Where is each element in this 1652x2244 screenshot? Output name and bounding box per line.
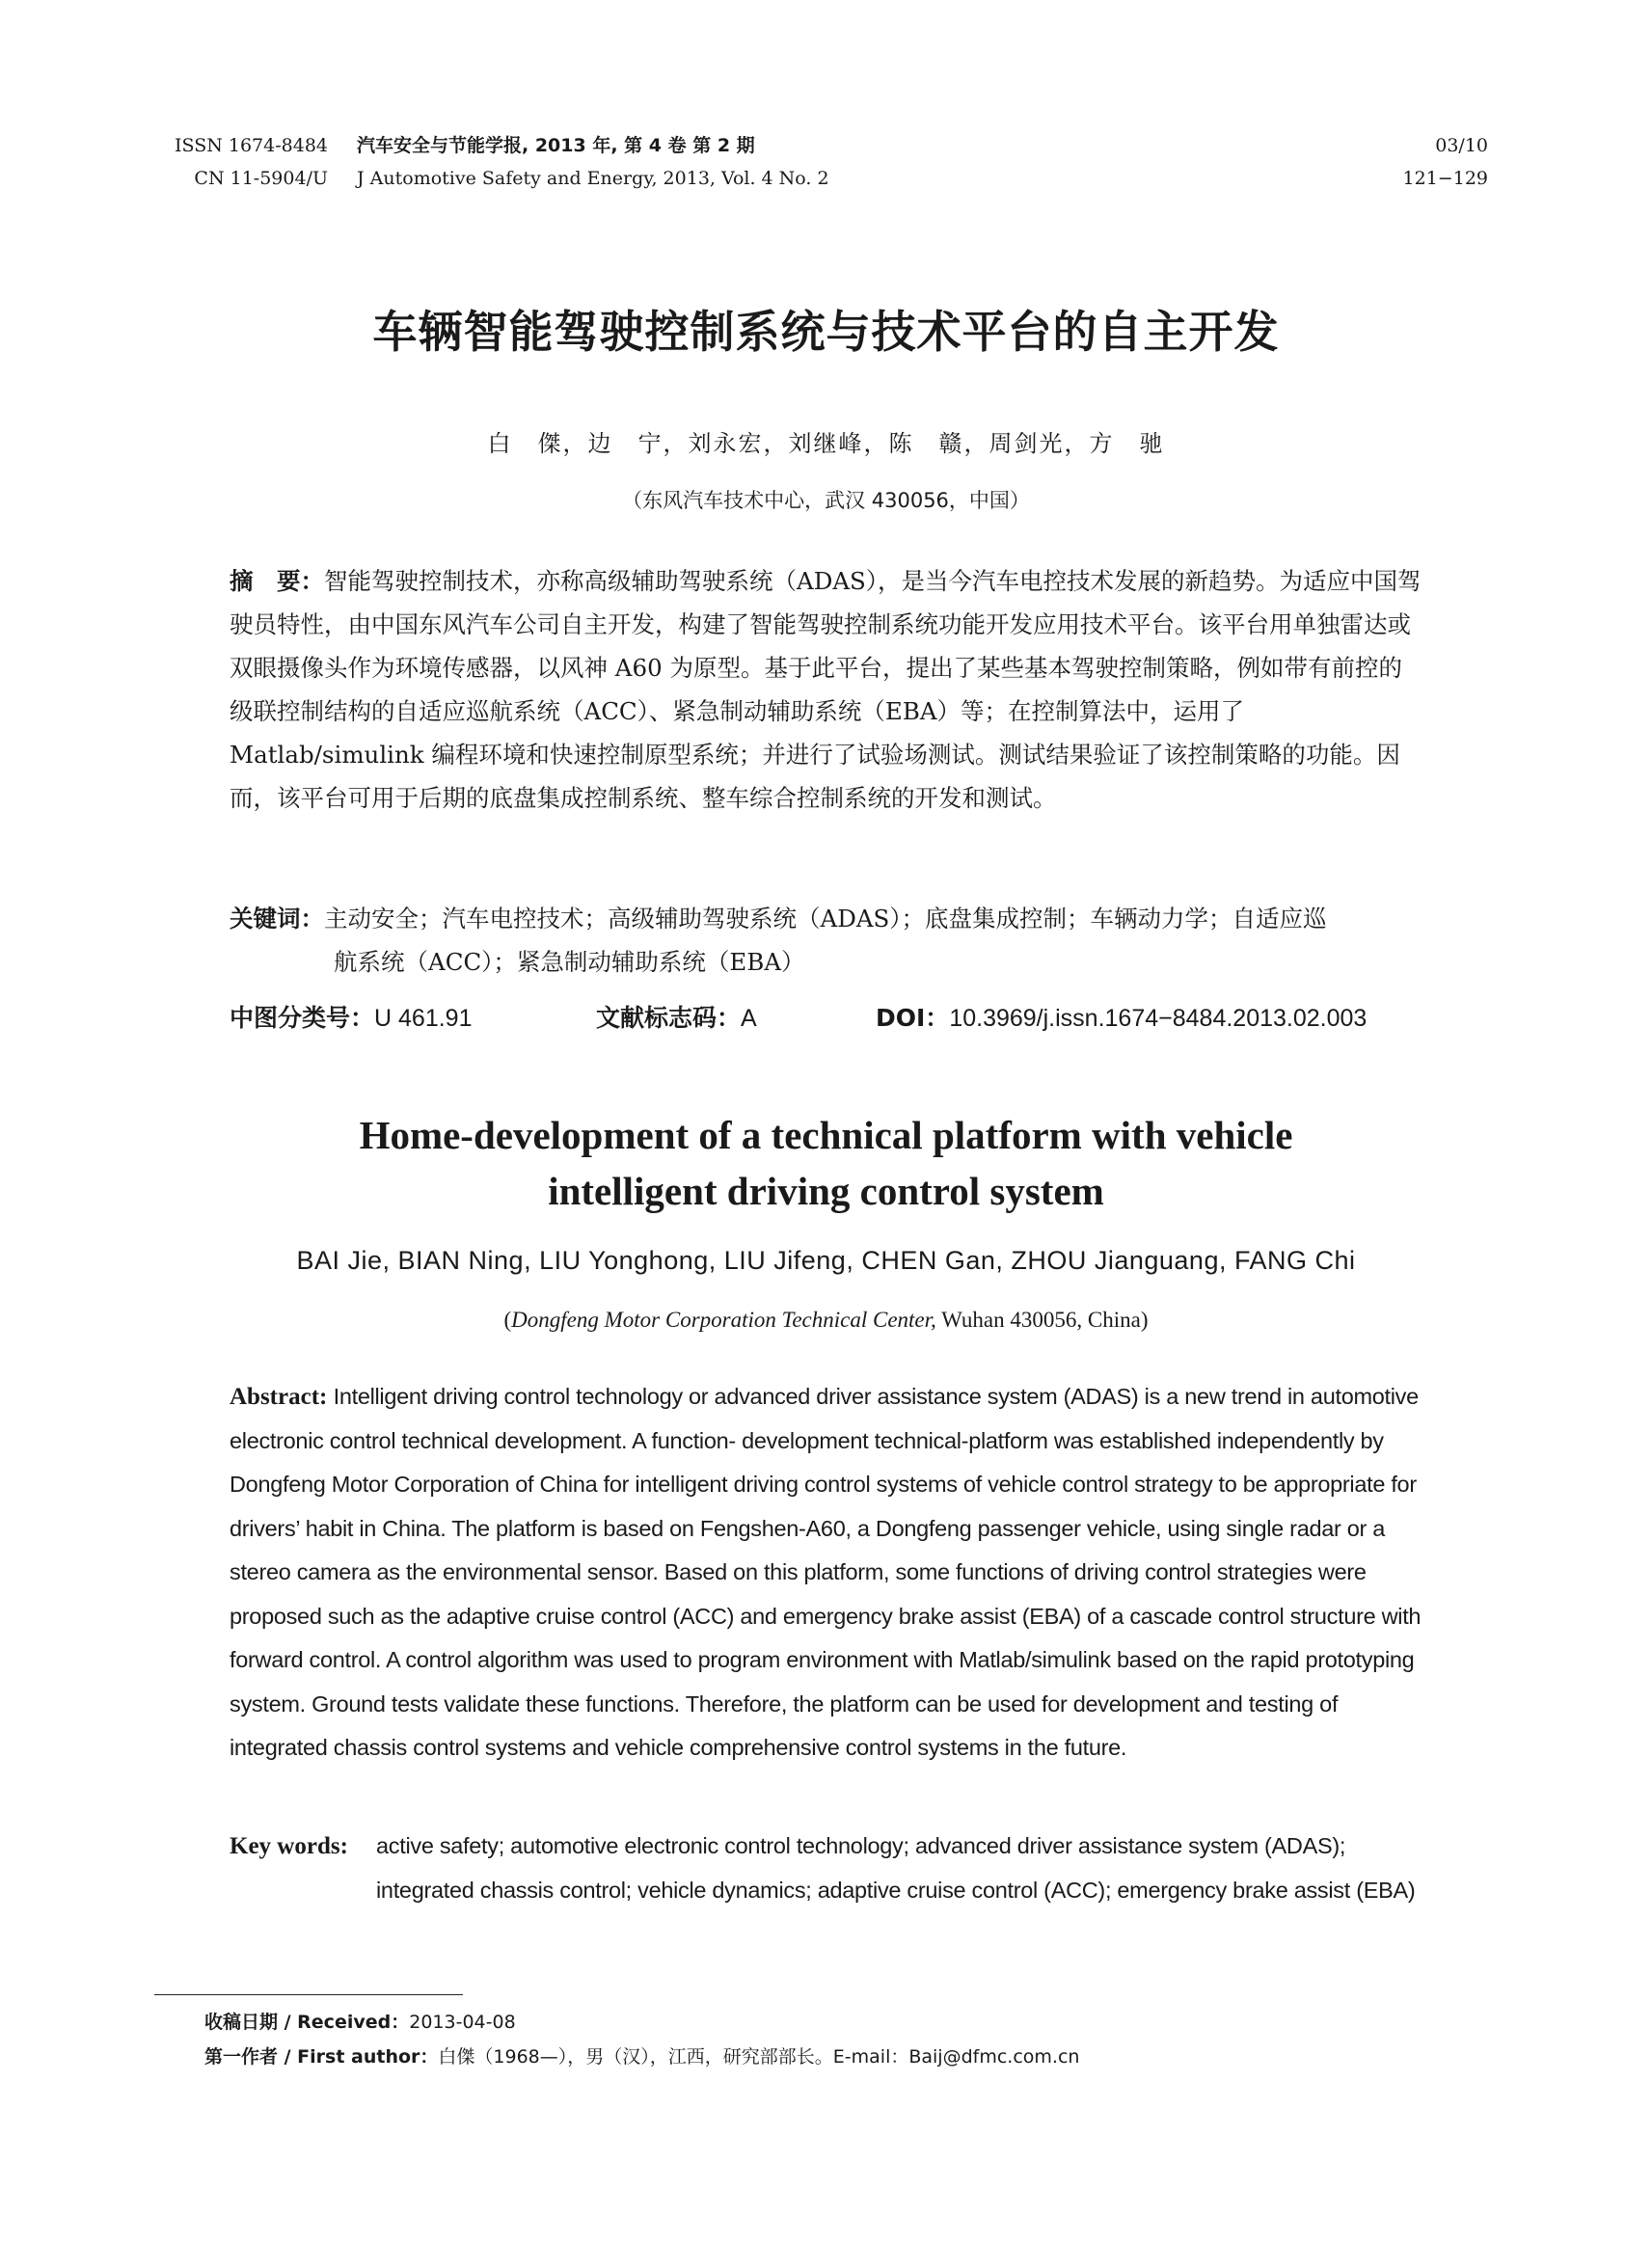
page-range: 121−129 bbox=[1402, 168, 1488, 189]
clc-value: U 461.91 bbox=[374, 1005, 473, 1032]
title-chinese: 车辆智能驾驶控制系统与技术平台的自主开发 bbox=[372, 306, 1280, 358]
keywords-chinese bbox=[230, 897, 1425, 984]
document-code bbox=[596, 999, 757, 1034]
authors-chinese: 白 傑，边 宁，刘永宏，刘继峰，陈 赣，周剑光，方 驰 bbox=[487, 430, 1165, 457]
title-english-line2: intelligent driving control system bbox=[548, 1169, 1104, 1213]
keywords-chinese-label: 关键词： bbox=[230, 905, 324, 933]
clc-number bbox=[230, 999, 472, 1034]
journal-name-en: J Automotive Safety and Energy, 2013, Vol. 4 No. 2 bbox=[357, 168, 829, 189]
journal-name-cn: 汽车安全与节能学报, 2013 年, 第 4 卷 第 2 期 bbox=[357, 135, 755, 156]
title-english-line1: Home-development of a technical platform with vehicle bbox=[359, 1113, 1293, 1157]
authors-english: BAI Jie, BIAN Ning, LIU Yonghong, LIU Jifeng, CHEN Gan, ZHOU Jianguang, FANG Chi bbox=[296, 1246, 1356, 1275]
journal-citation bbox=[357, 129, 829, 195]
article-number: 03/10 bbox=[1435, 135, 1488, 156]
abstract-chinese-label: 摘 要： bbox=[230, 567, 324, 595]
abstract-english bbox=[230, 1375, 1425, 1771]
title-english bbox=[0, 1107, 1652, 1219]
received-value: 2013-04-08 bbox=[409, 2012, 516, 2033]
affiliation-english: (Dongfeng Motor Corporation Technical Center, Wuhan 430056, China) bbox=[503, 1308, 1149, 1332]
doi-label: DOI： bbox=[876, 1004, 950, 1032]
doi-value: 10.3969/j.issn.1674−8484.2013.02.003 bbox=[949, 1005, 1368, 1032]
doi bbox=[876, 999, 1367, 1034]
footnote-divider bbox=[154, 1994, 463, 1995]
article-numbering bbox=[1403, 129, 1488, 195]
keywords-english-text: active safety; automotive electronic control technology; advanced driver assistance system (ADAS); integrated chassis control; vehicle dynamics; adaptive cruise control (ACC); emergency brake assist (EBA) bbox=[376, 1833, 1416, 1903]
affiliation-english-org: Dongfeng Motor Corporation Technical Center, bbox=[511, 1308, 936, 1332]
issn: ISSN 1674-8484 bbox=[175, 135, 328, 156]
abstract-english-text: Intelligent driving control technology or advanced driver assistance system (ADAS) is a new trend in automotive electronic control technical development. A function- development technical-platform was established independently by Dongfeng Motor Corporation of China for intelligent driving control systems of vehicle control strategy to be appropriate for drivers’ habit in China. The platform is based on Fengshen-A60, a Dongfeng passenger vehicle, using single radar or a stereo camera as the environmental sensor. Based on this platform, some functions of driving control strategies were proposed such as the adaptive cruise control (ACC) and emergency brake assist (EBA) of a cascade control structure with forward control. A control algorithm was used to program environment with Matlab/simulink based on the rapid prototyping system. Ground tests validate these functions. Therefore, the platform can be used for development and testing of integrated chassis control systems and vehicle comprehensive control systems in the future. bbox=[230, 1384, 1422, 1760]
keywords-chinese-line2: 航系统（ACC）；紧急制动辅助系统（EBA） bbox=[334, 948, 805, 976]
keywords-chinese-line1: 主动安全；汽车电控技术；高级辅助驾驶系统（ADAS）；底盘集成控制；车辆动力学；自适应巡 bbox=[324, 905, 1327, 933]
footnote-received bbox=[204, 2008, 516, 2034]
document-code-value: A bbox=[741, 1005, 757, 1032]
clc-label: 中图分类号： bbox=[230, 1004, 375, 1032]
abstract-chinese-text: 智能驾驶控制技术，亦称高级辅助驾驶系统（ADAS），是当今汽车电控技术发展的新趋势。为适应中国驾驶员特性，由中国东风汽车公司自主开发，构建了智能驾驶控制系统功能开发应用技术平台。该平台用单独雷达或双眼摄像头作为环境传感器，以风神 A60 为原型。基于此平台，提出了某些基本驾驶控制策略，例如带有前控的级联控制结构的自适应巡航系统（ACC）、紧急制动辅助系统（EBA）等；在控制算法中，运用了 Matlab/simulink 编程环境和快速控制原型系统；并进行了试验场测试。测试结果验证了该控制策略的功能。因而，该平台可用于后期的底盘集成控制系统、整车综合控制系统的开发和测试。 bbox=[230, 567, 1422, 812]
affiliation-chinese: （东风汽车技术中心，武汉 430056，中国） bbox=[622, 489, 1030, 512]
abstract-chinese bbox=[230, 559, 1425, 820]
cn-number: CN 11-5904/U bbox=[194, 168, 328, 189]
document-code-label: 文献标志码： bbox=[596, 1004, 742, 1032]
received-label: 收稿日期 / Received： bbox=[204, 2012, 410, 2033]
journal-codes bbox=[154, 129, 328, 195]
first-author-label: 第一作者 / First author： bbox=[204, 2046, 439, 2068]
footnote-first-author bbox=[204, 2042, 1079, 2068]
affiliation-english-rest: Wuhan 430056, China bbox=[935, 1308, 1141, 1332]
keywords-english bbox=[230, 1825, 1425, 1912]
keywords-english-label: Key words: bbox=[230, 1833, 348, 1859]
abstract-english-label: Abstract: bbox=[230, 1384, 328, 1410]
first-author-value: 白傑（1968—），男（汉），江西，研究部部长。E-mail：Baij@dfmc.com.cn bbox=[438, 2046, 1080, 2068]
